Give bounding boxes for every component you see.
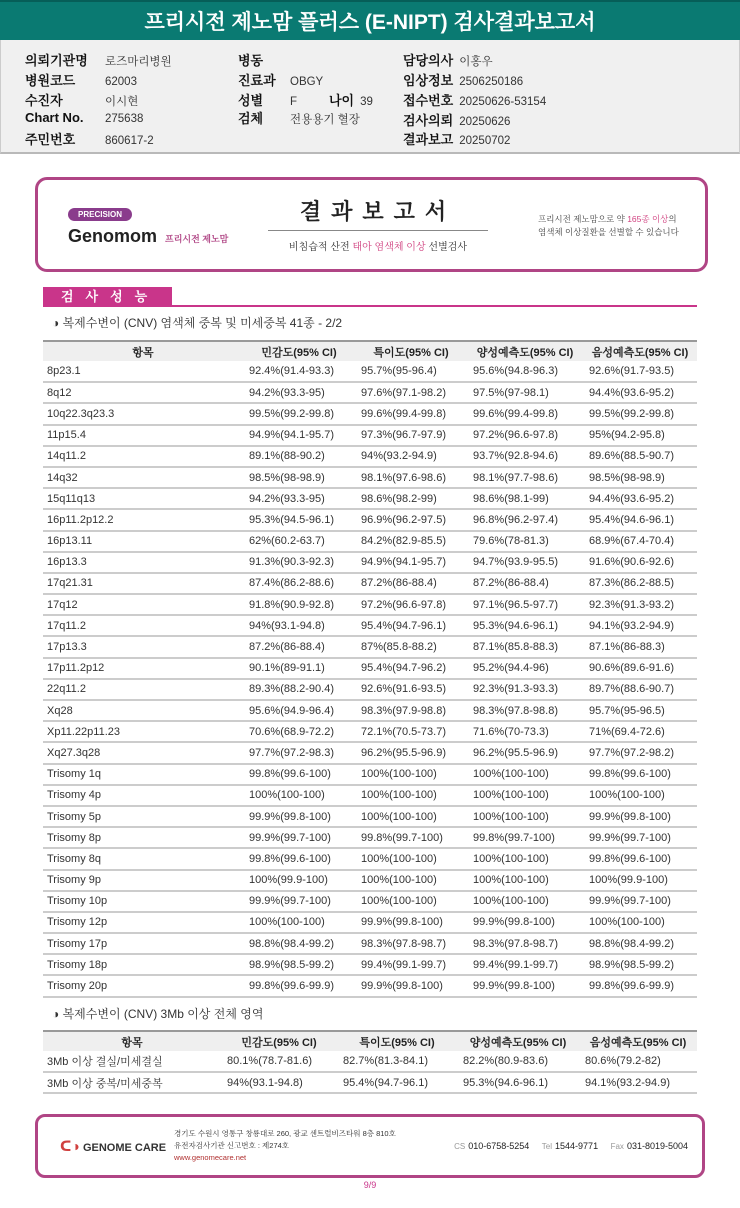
metric-cell: 94%(93.2-94.9) [355, 446, 467, 467]
metric-cell: 100%(99.9-100) [583, 870, 697, 891]
item-cell: 22q11.2 [43, 679, 243, 700]
metric-cell: 99.5%(99.2-99.8) [583, 403, 697, 424]
metric-cell: 100%(100-100) [243, 785, 355, 806]
label: 진료과 [238, 73, 276, 88]
metric-cell: 92.3%(91.3-93.2) [583, 594, 697, 615]
label: Chart No. [25, 110, 84, 125]
table-row [43, 700, 697, 721]
metric-cell: 98.8%(98.4-99.2) [583, 933, 697, 954]
item-cell: Trisomy 17p [43, 933, 243, 954]
metric-cell: 99.9%(99.8-100) [243, 806, 355, 827]
page-number: 9/9 [363, 1180, 377, 1190]
table-row [43, 361, 697, 382]
metric-cell: 99.8%(99.6-100) [243, 848, 355, 869]
metric-cell: 95.3%(94.5-96.1) [243, 509, 355, 530]
value: OBGY [290, 76, 324, 88]
report-note [538, 213, 703, 239]
table-row [43, 531, 697, 552]
metric-cell: 95.2%(94.4-96) [467, 658, 583, 679]
item-cell: Trisomy 8q [43, 848, 243, 869]
request-date-field [403, 110, 510, 129]
metric-cell: 87.1%(85.8-88.3) [467, 636, 583, 657]
metric-cell: 97.6%(97.1-98.2) [355, 382, 467, 403]
metric-cell: 87.1%(86-88.3) [583, 636, 697, 657]
metric-cell: 95.3%(94.6-96.1) [457, 1072, 579, 1093]
text: 의 [668, 214, 677, 224]
metric-cell: 100%(100-100) [467, 891, 583, 912]
age-field [329, 90, 373, 109]
item-cell: 16p13.11 [43, 531, 243, 552]
metric-cell: 98.9%(98.5-99.2) [243, 954, 355, 975]
metric-cell: 94.1%(93.2-94.9) [579, 1072, 697, 1093]
metric-cell: 92.3%(91.3-93.3) [467, 679, 583, 700]
label: 병원코드 [25, 73, 76, 88]
metric-cell: 98.5%(98-98.9) [243, 467, 355, 488]
column-header: 민감도(95% CI) [221, 1031, 337, 1051]
receipt-no-field [403, 90, 546, 109]
table-row [43, 636, 697, 657]
metric-cell: 79.6%(78-81.3) [467, 531, 583, 552]
clinical-info-field [403, 70, 523, 89]
label: 나이 [329, 93, 355, 108]
metric-cell: 95.4%(94.7-96.1) [355, 615, 467, 636]
genomom-logo-sub: 프리시전 제노맘 [165, 234, 229, 244]
metric-cell: 99.4%(99.1-99.7) [467, 954, 583, 975]
item-cell: Trisomy 12p [43, 912, 243, 933]
metric-cell: 97.2%(96.6-97.8) [467, 425, 583, 446]
specimen-field [238, 108, 360, 127]
metric-cell: 100%(100-100) [467, 764, 583, 785]
metric-cell: 70.6%(68.9-72.2) [243, 721, 355, 742]
table-row [43, 721, 697, 742]
footer-address [174, 1128, 396, 1164]
item-cell: 14q32 [43, 467, 243, 488]
sex-field [238, 90, 297, 109]
metric-cell: 87.2%(86-88.4) [467, 573, 583, 594]
label: 주민번호 [25, 132, 76, 147]
table-row [43, 658, 697, 679]
metric-cell: 87.2%(86-88.4) [355, 573, 467, 594]
metric-cell: 99.9%(99.8-100) [467, 912, 583, 933]
metric-cell: 97.2%(96.6-97.8) [355, 594, 467, 615]
metric-cell: 94%(93.1-94.8) [243, 615, 355, 636]
metric-cell: 87.2%(86-88.4) [243, 636, 355, 657]
table-row [43, 382, 697, 403]
table-row [43, 679, 697, 700]
hospital-code-field [25, 70, 137, 89]
metric-cell: 99.5%(99.2-99.8) [243, 403, 355, 424]
metric-cell: 92.6%(91.7-93.5) [583, 361, 697, 382]
metric-cell: 96.9%(96.2-97.5) [355, 509, 467, 530]
table-row [43, 615, 697, 636]
metric-cell: 80.6%(79.2-82) [579, 1051, 697, 1072]
metric-cell: 80.1%(78.7-81.6) [221, 1051, 337, 1072]
item-cell: 3Mb 이상 중복/미세중복 [43, 1072, 221, 1093]
metric-cell: 99.6%(99.4-99.8) [355, 403, 467, 424]
column-header: 항목 [43, 341, 243, 361]
metric-cell: 98.3%(97.8-98.7) [467, 933, 583, 954]
column-header: 특이도(95% CI) [355, 341, 467, 361]
value: 860617-2 [105, 135, 154, 147]
metric-cell: 87.3%(86.2-88.5) [583, 573, 697, 594]
metric-cell: 100%(100-100) [467, 870, 583, 891]
tel-number: 1544-9771 [555, 1141, 599, 1151]
metric-cell: 99.8%(99.7-100) [467, 827, 583, 848]
metric-cell: 98.3%(97.8-98.7) [355, 933, 467, 954]
metric-cell: 84.2%(82.9-85.5) [355, 531, 467, 552]
cs-number: 010-6758-5254 [468, 1141, 530, 1151]
item-cell: Trisomy 4p [43, 785, 243, 806]
item-cell: Trisomy 8p [43, 827, 243, 848]
item-cell: 17p11.2p12 [43, 658, 243, 679]
metric-cell: 87%(85.8-88.2) [355, 636, 467, 657]
report-header-card [35, 177, 708, 272]
item-cell: 15q11q13 [43, 488, 243, 509]
item-cell: 14q11.2 [43, 446, 243, 467]
metric-cell: 96.2%(95.5-96.9) [467, 742, 583, 763]
metric-cell: 99.9%(99.7-100) [583, 827, 697, 848]
value: 62003 [105, 76, 137, 88]
metric-cell: 100%(100-100) [583, 912, 697, 933]
table-row [43, 785, 697, 806]
label: 병동 [238, 53, 264, 68]
metric-cell: 100%(100-100) [467, 785, 583, 806]
metric-cell: 89.6%(88.5-90.7) [583, 446, 697, 467]
metric-cell: 82.2%(80.9-83.6) [457, 1051, 579, 1072]
fax-label: Fax [610, 1142, 624, 1151]
table-row [43, 509, 697, 530]
column-header: 민감도(95% CI) [243, 341, 355, 361]
metric-cell: 95.7%(95-96.4) [355, 361, 467, 382]
table-row [43, 764, 697, 785]
metric-cell: 99.8%(99.6-100) [583, 848, 697, 869]
genomom-logo-block [68, 204, 258, 247]
metric-cell: 97.5%(97-98.1) [467, 382, 583, 403]
genome-care-logo-icon: ᑕ◑ [60, 1137, 80, 1154]
metric-cell: 89.7%(88.6-90.7) [583, 679, 697, 700]
fax-number: 031-8019-5004 [626, 1141, 688, 1151]
table-row [43, 954, 697, 975]
table-row [43, 467, 697, 488]
report-subtitle [258, 238, 498, 253]
table-row [43, 403, 697, 424]
column-header: 양성예측도(95% CI) [457, 1031, 579, 1051]
patient-field [25, 90, 138, 109]
metric-cell: 100%(100-100) [467, 848, 583, 869]
text-highlight: 165종 이상 [627, 214, 669, 224]
table-row [43, 806, 697, 827]
table-row [43, 1051, 697, 1072]
value: 39 [360, 96, 373, 108]
column-header: 항목 [43, 1031, 221, 1051]
metric-cell: 99.8%(99.6-99.9) [583, 975, 697, 996]
metric-cell: 100%(99.9-100) [243, 870, 355, 891]
table-row [43, 573, 697, 594]
metric-cell: 98.9%(98.5-99.2) [583, 954, 697, 975]
item-cell: Trisomy 5p [43, 806, 243, 827]
metric-cell: 100%(100-100) [355, 785, 467, 806]
text-highlight: 태아 염색체 이상 [352, 242, 426, 253]
metric-cell: 95.6%(94.9-96.4) [243, 700, 355, 721]
institution-field [25, 50, 172, 69]
metric-cell: 82.7%(81.3-84.1) [337, 1051, 457, 1072]
license: 유전자검사기관 신고번호 : 제274호 [174, 1141, 290, 1150]
table-row [43, 870, 697, 891]
genomom-logo: Genomom [68, 226, 158, 246]
metric-cell: 97.7%(97.2-98.3) [243, 742, 355, 763]
metric-cell: 91.6%(90.6-92.6) [583, 552, 697, 573]
patient-info-panel [0, 40, 740, 154]
column-header: 음성예측도(95% CI) [579, 1031, 697, 1051]
metric-cell: 95.4%(94.7-96.1) [337, 1072, 457, 1093]
label: 접수번호 [403, 93, 454, 108]
table-row [43, 488, 697, 509]
metric-cell: 91.3%(90.3-92.3) [243, 552, 355, 573]
metric-cell: 98.6%(98.2-99) [355, 488, 467, 509]
item-cell: 11p15.4 [43, 425, 243, 446]
label: 수진자 [25, 93, 63, 108]
metric-cell: 94.1%(93.2-94.9) [583, 615, 697, 636]
metric-cell: 99.9%(99.8-100) [583, 806, 697, 827]
metric-cell: 98.1%(97.6-98.6) [355, 467, 467, 488]
text: 염색체 이상질환을 선별할 수 있습니다 [538, 227, 679, 237]
item-cell: 3Mb 이상 결실/미세결실 [43, 1051, 221, 1072]
metric-cell: 98.6%(98.1-99) [467, 488, 583, 509]
value: 이홍우 [459, 56, 493, 68]
item-cell: 17q21.31 [43, 573, 243, 594]
metric-cell: 100%(100-100) [355, 764, 467, 785]
item-cell: 10q22.3q23.3 [43, 403, 243, 424]
value: 20250702 [459, 135, 511, 147]
item-cell: Xq27.3q28 [43, 742, 243, 763]
label: 검사의뢰 [403, 113, 454, 128]
item-cell: Xq28 [43, 700, 243, 721]
metric-cell: 99.8%(99.6-100) [583, 764, 697, 785]
column-header: 양성예측도(95% CI) [467, 341, 583, 361]
metric-cell: 97.1%(96.5-97.7) [467, 594, 583, 615]
metric-cell: 99.9%(99.7-100) [583, 891, 697, 912]
value: 전용용기 혈장 [290, 114, 360, 126]
metric-cell: 96.2%(95.5-96.9) [355, 742, 467, 763]
metric-cell: 99.6%(99.4-99.8) [467, 403, 583, 424]
item-cell: Xp11.22p11.23 [43, 721, 243, 742]
section-title: 검사성능 [43, 287, 172, 307]
metric-cell: 99.8%(99.7-100) [355, 827, 467, 848]
chart-no-field [25, 110, 143, 125]
metric-cell: 94.9%(94.1-95.7) [355, 552, 467, 573]
metric-cell: 90.6%(89.6-91.6) [583, 658, 697, 679]
section-divider [43, 305, 697, 307]
metric-cell: 72.1%(70.5-73.7) [355, 721, 467, 742]
doctor-field [403, 50, 493, 69]
metric-cell: 71%(69.4-72.6) [583, 721, 697, 742]
metric-cell: 95.6%(94.8-96.3) [467, 361, 583, 382]
genome-care-logo [60, 1137, 167, 1155]
value: 20250626 [459, 116, 511, 128]
value: 20250626-53154 [459, 96, 547, 108]
cs-label: CS [454, 1142, 466, 1151]
metric-cell: 98.5%(98-98.9) [583, 467, 697, 488]
metric-cell: 100%(100-100) [583, 785, 697, 806]
metric-cell: 99.8%(99.6-100) [243, 764, 355, 785]
metric-cell: 91.8%(90.9-92.8) [243, 594, 355, 615]
table-row [43, 552, 697, 573]
metric-cell: 99.9%(99.8-100) [355, 912, 467, 933]
metric-cell: 99.9%(99.7-100) [243, 827, 355, 848]
metric-cell: 100%(100-100) [467, 806, 583, 827]
tel-label: Tel [541, 1142, 553, 1151]
metric-cell: 100%(100-100) [355, 848, 467, 869]
report-title: 프리시전 제노맘 플러스 (E-NIPT) 검사결과보고서 [0, 0, 740, 40]
label: 성별 [238, 93, 264, 108]
metric-cell: 97.7%(97.2-98.2) [583, 742, 697, 763]
label: 담당의사 [403, 53, 454, 68]
column-header: 음성예측도(95% CI) [583, 341, 697, 361]
cnv-41-table [43, 340, 697, 998]
table-header-row [43, 1031, 697, 1051]
value: 275638 [105, 113, 144, 125]
table-row [43, 446, 697, 467]
footer-card [35, 1114, 705, 1178]
metric-cell: 95.3%(94.6-96.1) [467, 615, 583, 636]
label: 결과보고 [403, 132, 454, 147]
metric-cell: 94.9%(94.1-95.7) [243, 425, 355, 446]
item-cell: 16p11.2p12.2 [43, 509, 243, 530]
metric-cell: 100%(100-100) [243, 912, 355, 933]
address: 경기도 수원시 영통구 창룡대로 260, 광교 센트럴비즈타워 8층 810호 [174, 1129, 396, 1138]
table1-subtitle: ◑ 복제수변이 (CNV) 염색체 중복 및 미세중복 41종 - 2/2 [52, 316, 343, 330]
metric-cell: 98.3%(97.8-98.8) [467, 700, 583, 721]
label: 검체 [238, 111, 264, 126]
metric-cell: 90.1%(89-91.1) [243, 658, 355, 679]
value: 로즈마리병원 [105, 56, 172, 68]
metric-cell: 99.8%(99.6-99.9) [243, 975, 355, 996]
result-report-title: 결과보고서 [268, 198, 488, 231]
metric-cell: 96.8%(96.2-97.4) [467, 509, 583, 530]
metric-cell: 62%(60.2-63.7) [243, 531, 355, 552]
metric-cell: 98.8%(98.4-99.2) [243, 933, 355, 954]
metric-cell: 95.4%(94.6-96.1) [583, 509, 697, 530]
metric-cell: 99.4%(99.1-99.7) [355, 954, 467, 975]
metric-cell: 94%(93.1-94.8) [221, 1072, 337, 1093]
metric-cell: 95%(94.2-95.8) [583, 425, 697, 446]
precision-badge: PRECISION [68, 208, 132, 221]
logo-text: GENOME CARE [82, 1141, 167, 1154]
footer-contact [444, 1141, 688, 1151]
item-cell: 17q11.2 [43, 615, 243, 636]
metric-cell: 100%(100-100) [355, 891, 467, 912]
table-row [43, 975, 697, 996]
metric-cell: 95.4%(94.7-96.2) [355, 658, 467, 679]
metric-cell: 98.3%(97.9-98.8) [355, 700, 467, 721]
value: 이시현 [105, 96, 139, 108]
metric-cell: 99.9%(99.8-100) [355, 975, 467, 996]
table-row [43, 827, 697, 848]
text: 비침습적 산전 [288, 242, 353, 253]
report-date-field [403, 129, 510, 148]
value: 2506250186 [459, 76, 524, 88]
table-row [43, 1072, 697, 1093]
item-cell: Trisomy 20p [43, 975, 243, 996]
metric-cell: 93.7%(92.8-94.6) [467, 446, 583, 467]
metric-cell: 94.2%(93.3-95) [243, 488, 355, 509]
table-row [43, 848, 697, 869]
table-row [43, 425, 697, 446]
text: 선별검사 [425, 242, 468, 253]
table-row [43, 912, 697, 933]
table-row [43, 742, 697, 763]
column-header: 특이도(95% CI) [337, 1031, 457, 1051]
metric-cell: 89.3%(88.2-90.4) [243, 679, 355, 700]
item-cell: Trisomy 18p [43, 954, 243, 975]
item-cell: 17p13.3 [43, 636, 243, 657]
ward-field [238, 50, 290, 69]
metric-cell: 99.9%(99.7-100) [243, 891, 355, 912]
table-header-row [43, 341, 697, 361]
metric-cell: 94.4%(93.6-95.2) [583, 382, 697, 403]
metric-cell: 94.2%(93.3-95) [243, 382, 355, 403]
table-row [43, 933, 697, 954]
table-row [43, 594, 697, 615]
item-cell: 16p13.3 [43, 552, 243, 573]
item-cell: 8p23.1 [43, 361, 243, 382]
metric-cell: 98.1%(97.7-98.6) [467, 467, 583, 488]
label: 임상정보 [403, 73, 454, 88]
item-cell: 8q12 [43, 382, 243, 403]
metric-cell: 99.9%(99.8-100) [467, 975, 583, 996]
metric-cell: 87.4%(86.2-88.6) [243, 573, 355, 594]
metric-cell: 94.7%(93.9-95.5) [467, 552, 583, 573]
department-field [238, 70, 323, 89]
resident-no-field [25, 129, 154, 148]
item-cell: Trisomy 10p [43, 891, 243, 912]
metric-cell: 92.4%(91.4-93.3) [243, 361, 355, 382]
metric-cell: 95.7%(95-96.5) [583, 700, 697, 721]
table-row [43, 891, 697, 912]
text: 프리시전 제노맘으로 약 [538, 214, 628, 224]
label: 의뢰기관명 [25, 53, 88, 68]
metric-cell: 97.3%(96.7-97.9) [355, 425, 467, 446]
genomom-logo-row [68, 225, 258, 247]
metric-cell: 92.6%(91.6-93.5) [355, 679, 467, 700]
metric-cell: 100%(100-100) [355, 870, 467, 891]
metric-cell: 68.9%(67.4-70.4) [583, 531, 697, 552]
metric-cell: 71.6%(70-73.3) [467, 721, 583, 742]
website-link[interactable]: www.genomecare.net [174, 1153, 247, 1162]
metric-cell: 94.4%(93.6-95.2) [583, 488, 697, 509]
metric-cell: 100%(100-100) [355, 806, 467, 827]
table2-subtitle: ◑ 복제수변이 (CNV) 3Mb 이상 전체 영역 [52, 1007, 264, 1021]
item-cell: Trisomy 1q [43, 764, 243, 785]
item-cell: 17q12 [43, 594, 243, 615]
metric-cell: 89.1%(88-90.2) [243, 446, 355, 467]
cnv-3mb-table [43, 1030, 697, 1094]
item-cell: Trisomy 9p [43, 870, 243, 891]
value: F [290, 96, 298, 108]
